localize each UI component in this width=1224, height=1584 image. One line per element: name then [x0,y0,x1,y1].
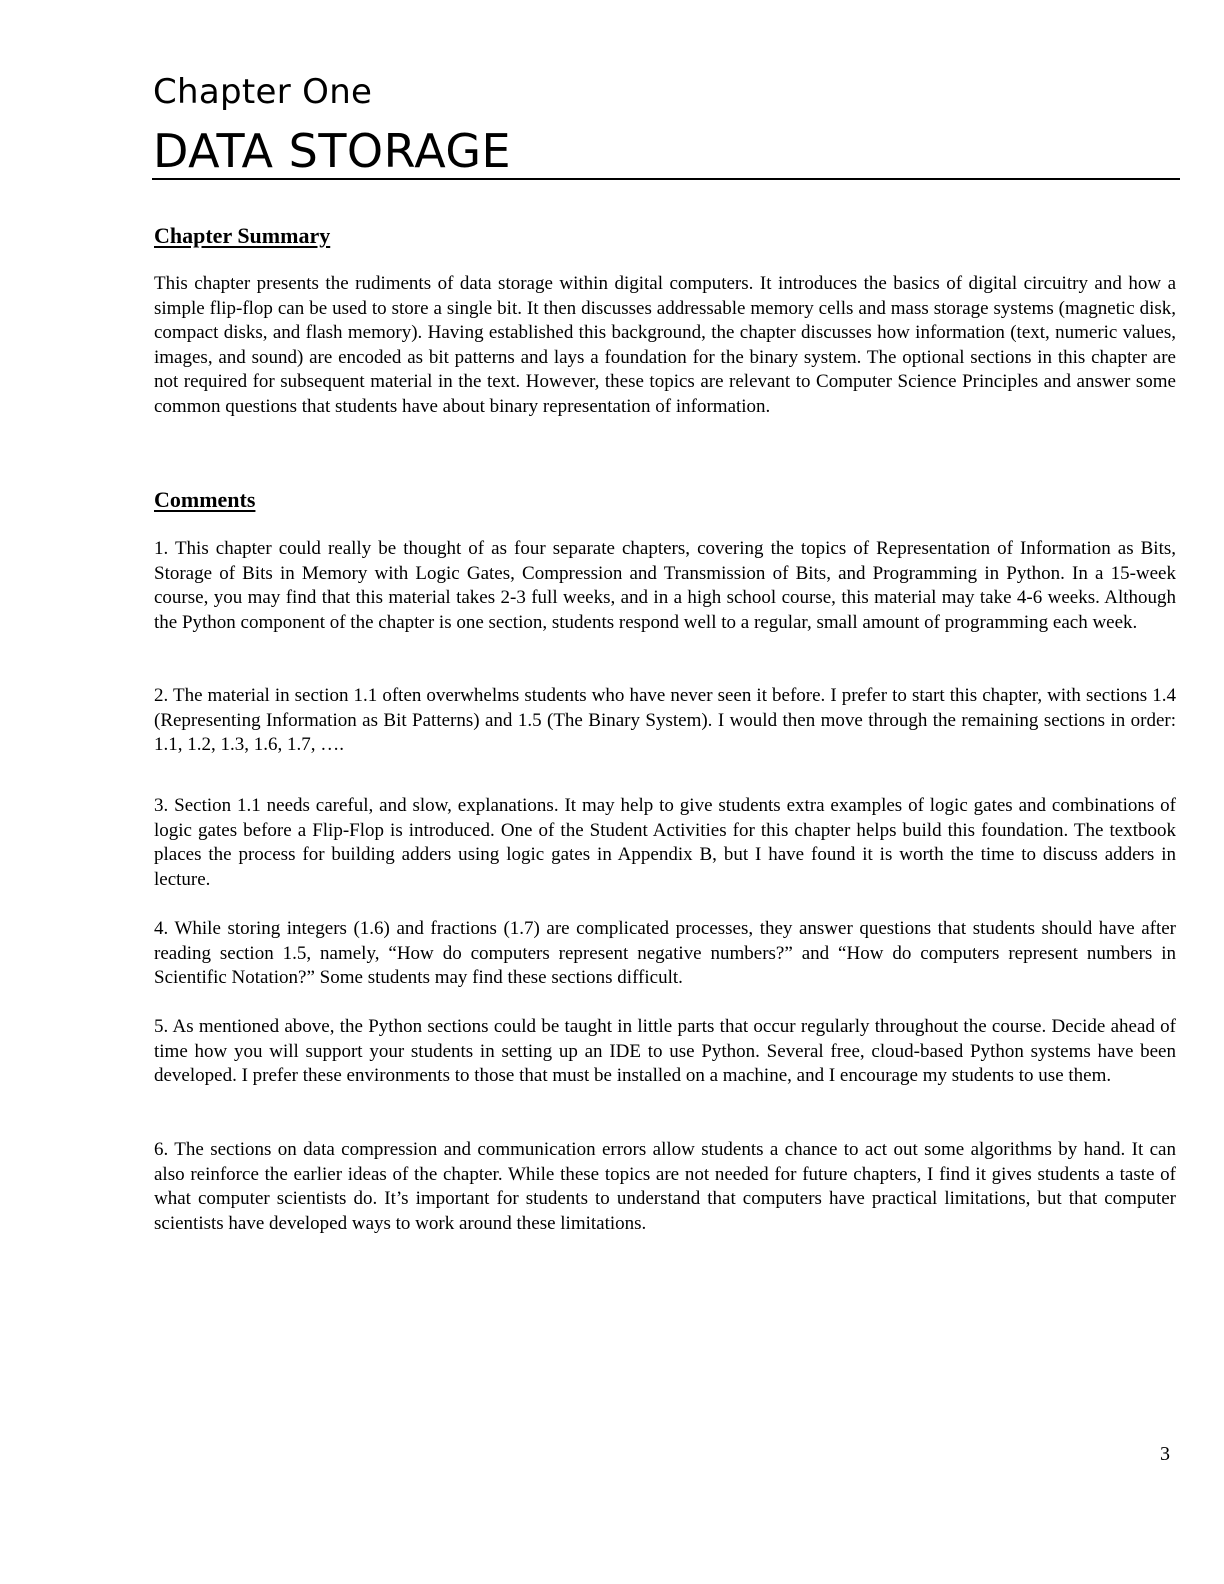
comment-paragraph-4: 4. While storing integers (1.6) and fractions (1.7) are complicated processes, they answer questions that students should have after reading section 1.5, namely, “How do computers represent negative numbers?” and “How do computers represent numbers in Scientific Notation?” Some students may find these sections difficult. [154,918,1176,988]
chapter-title: DATA STORAGE [153,124,512,178]
comments-heading: Comments [154,487,256,512]
comment-paragraph-6: 6. The sections on data compression and communication errors allow students a chance to act out some algorithms by hand. It can also reinforce the earlier ideas of the chapter. While these topics are not needed for future chapters, I find it gives students a taste of what computer scientists do. It’s important for students to understand that computers have practical limitations, but that computer scientists have developed ways to work around these limitations. [154,1139,1176,1234]
comment-paragraph-3: 3. Section 1.1 needs careful, and slow, explanations. It may help to give students extra examples of logic gates and combinations of logic gates before a Flip-Flop is introduced. One of the Student Activities for this chapter helps build this foundation. The textbook places the process for building adders using logic gates in Appendix B, but I have found it is worth the time to discuss adders in lecture. [154,795,1176,890]
title-divider [152,178,1180,180]
page-number: 3 [1160,1443,1170,1465]
summary-heading: Chapter Summary [154,223,331,248]
comment-paragraph-2: 2. The material in section 1.1 often overwhelms students who have never seen it before. I prefer to start this chapter, with sections 1.4 (Representing Information as Bit Patterns) and 1.5 (The Binary System). I would then move through the remaining sections in order: 1.1, 1.2, 1.3, 1.6, 1.7, …. [154,685,1176,755]
comment-paragraph-1: 1. This chapter could really be thought of as four separate chapters, covering the topics of Representation of Information as Bits, Storage of Bits in Memory with Logic Gates, Compression and Transmission of Bits, and Programming in Python. In a 15-week course, you may find that this material takes 2-3 full weeks, and in a high school course, this material may take 4-6 weeks. Although the Python component of the chapter is one section, students respond well to a regular, small amount of programming each week. [154,538,1176,633]
chapter-label: Chapter One [153,72,373,112]
comment-paragraph-5: 5. As mentioned above, the Python sections could be taught in little parts that occur regularly throughout the course. Decide ahead of time how you will support your students in setting up an IDE to use Python. Several free, cloud-based Python systems have been developed. I prefer these environments to those that must be installed on a machine, and I encourage my students to use them. [154,1016,1176,1086]
summary-paragraph: This chapter presents the rudiments of data storage within digital computers. It introduces the basics of digital circuitry and how a simple flip-flop can be used to store a single bit. It then discusses addressable memory cells and mass storage systems (magnetic disk, compact disks, and flash memory). Having established this background, the chapter discusses how information (text, numeric values, images, and sound) are encoded as bit patterns and lays a foundation for the binary system. The optional sections in this chapter are not required for subsequent material in the text. However, these topics are relevant to Computer Science Principles and answer some common questions that students have about binary representation of information. [154,273,1176,417]
